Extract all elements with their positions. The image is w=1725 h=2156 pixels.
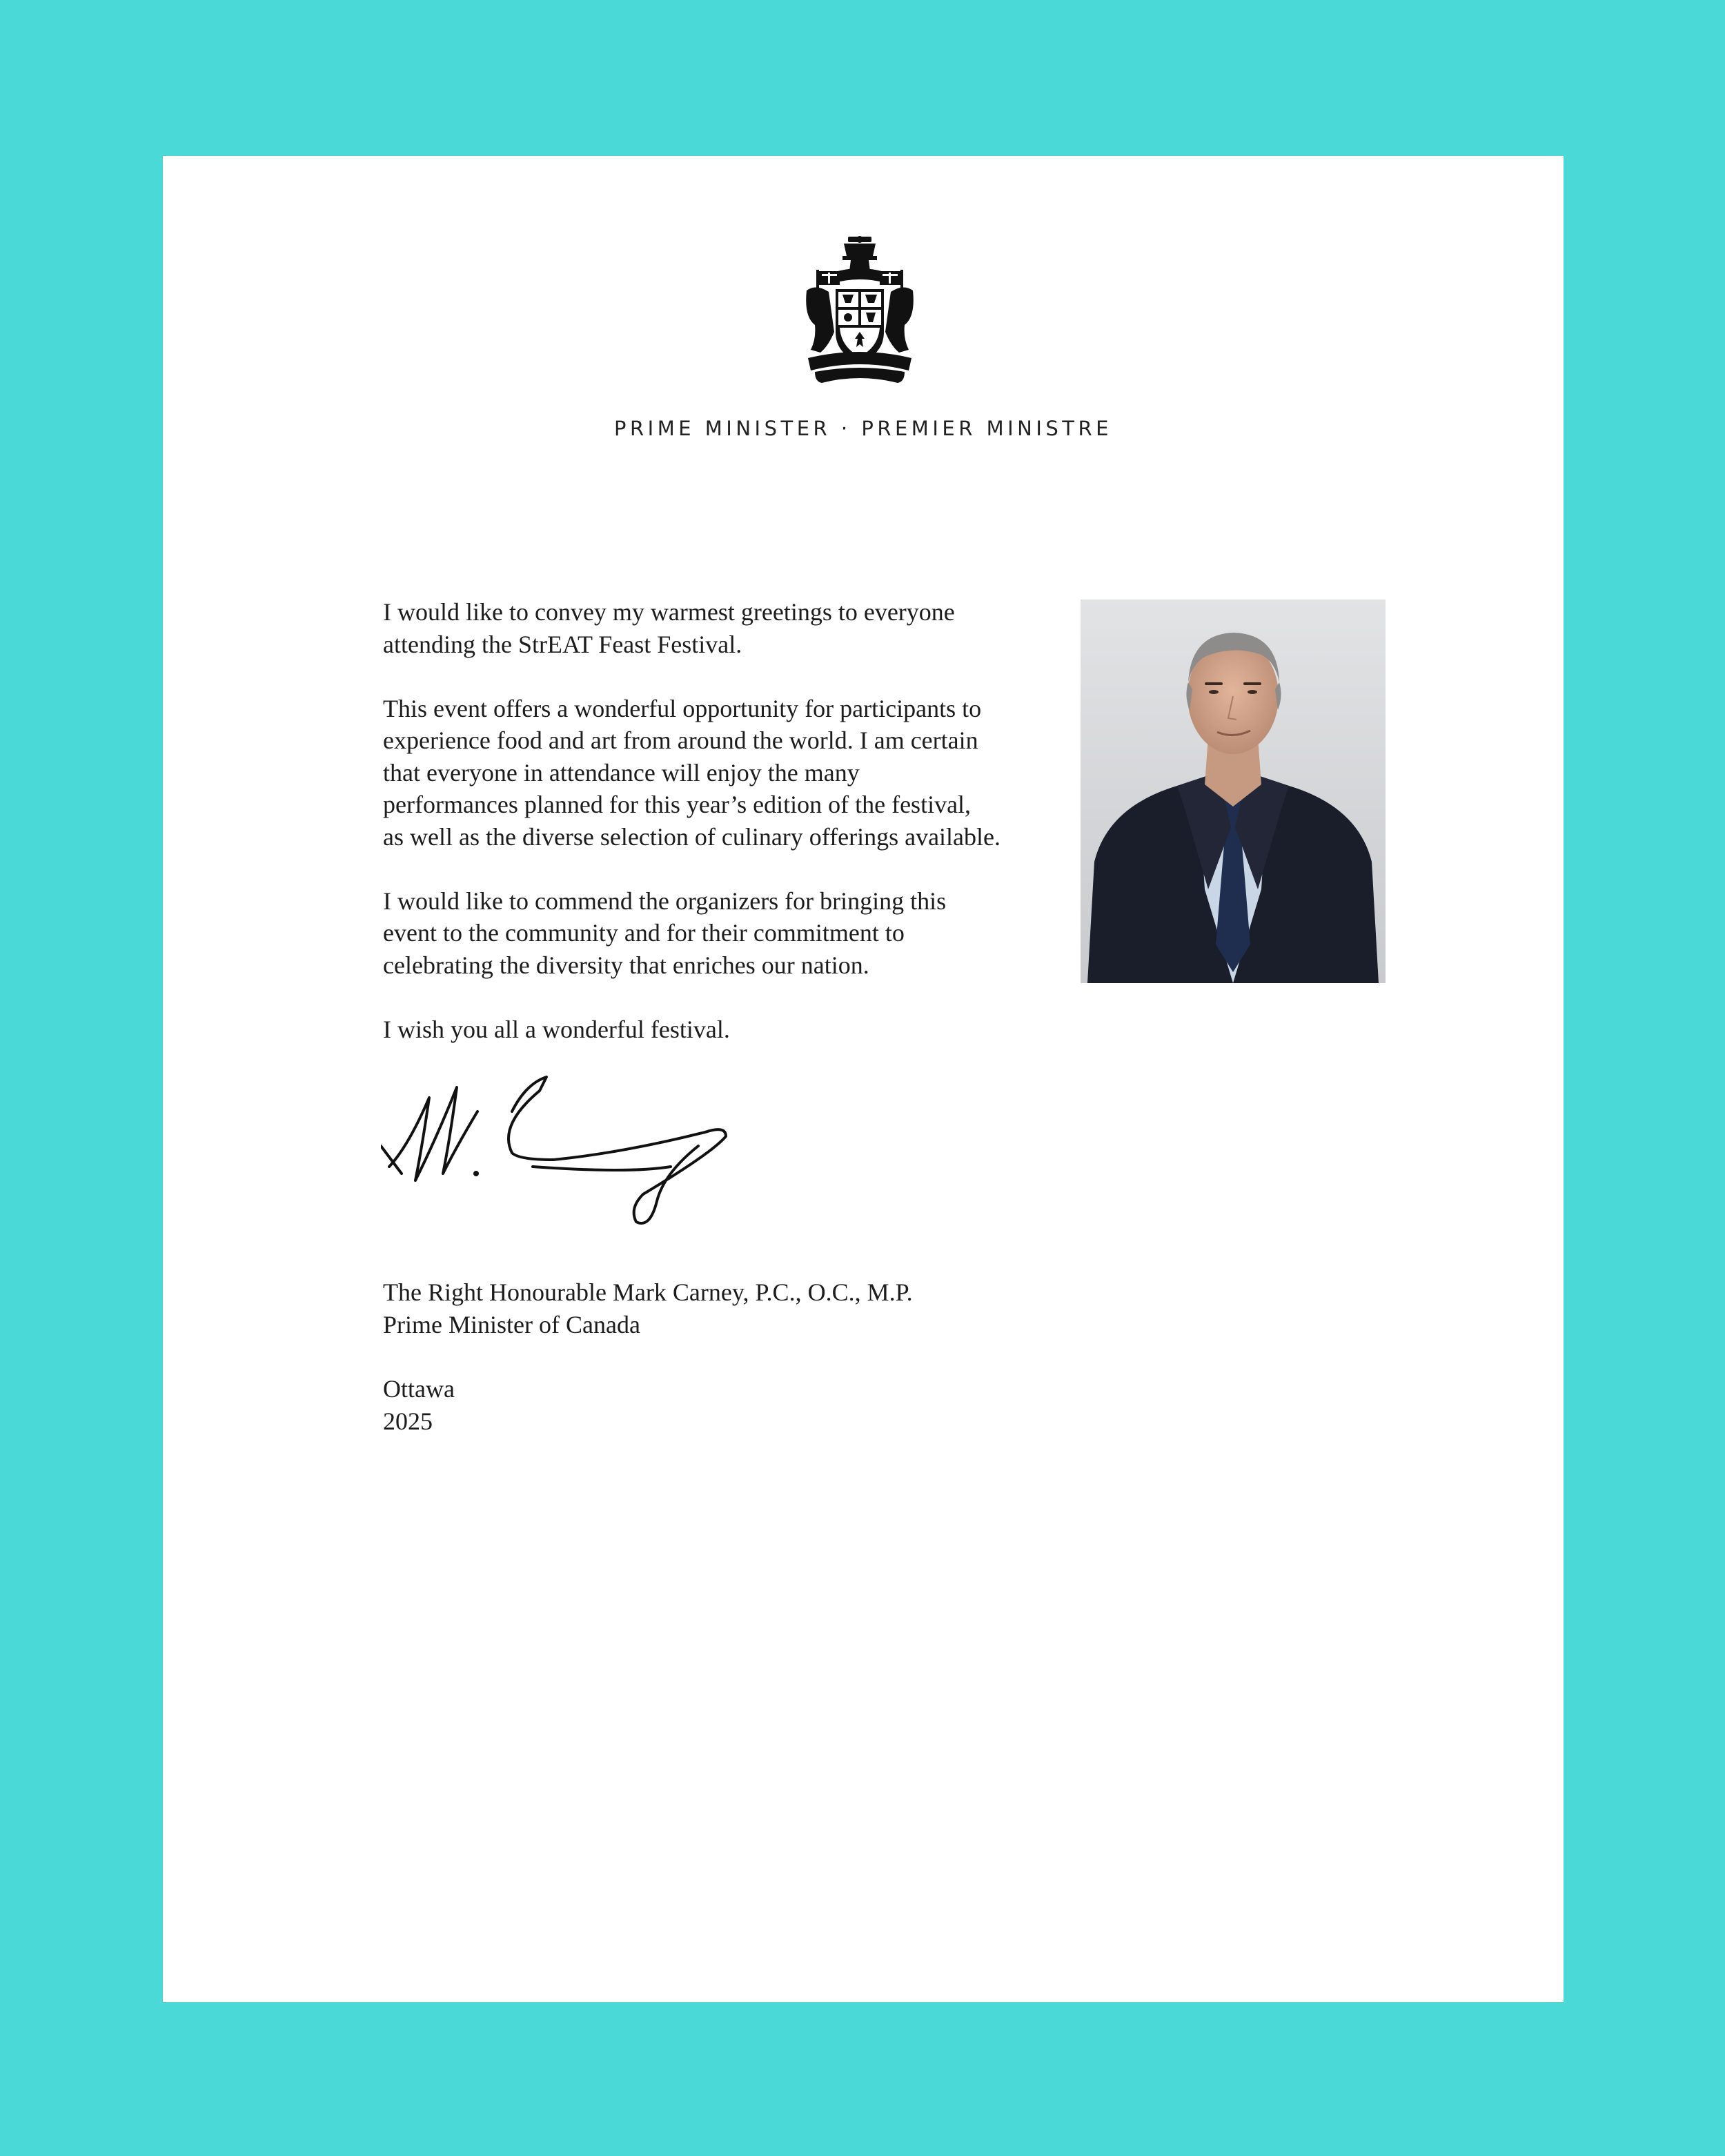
signatory-title: Prime Minister of Canada [383, 1310, 640, 1338]
signatory-block [383, 1276, 1211, 1341]
letter-body [383, 596, 1073, 1078]
letterhead-title: PRIME MINISTER · PREMIER MINISTRE [614, 417, 1112, 440]
paragraph-closing: I wish you all a wonderful festival. [383, 1015, 730, 1043]
place: Ottawa [383, 1375, 455, 1403]
paragraph-commendation: I would like to commend the organizers for bringing this event to the community and for their commitment to celebrating the diversity that enriches our nation. [383, 887, 947, 979]
signature [381, 1070, 822, 1249]
year: 2025 [383, 1407, 433, 1435]
signatory-name: The Right Honourable Mark Carney, P.C., O.C., M.P. [383, 1278, 913, 1306]
place-date-block [383, 1373, 455, 1437]
coat-of-arms-icon [801, 235, 918, 384]
paragraph-greeting: I would like to convey my warmest greetings to everyone attending the StrEAT Feast Festival. [383, 598, 955, 658]
letter-page [163, 156, 1564, 2002]
portrait-photo [1081, 600, 1386, 983]
paragraph-event: This event offers a wonderful opportunity for participants to experience food and art from around the world. I am certain that everyone in attendance will enjoy the many performances planned for this year’s edition of the festival, as well as the diverse selection of culinary offerings available. [383, 694, 1001, 851]
